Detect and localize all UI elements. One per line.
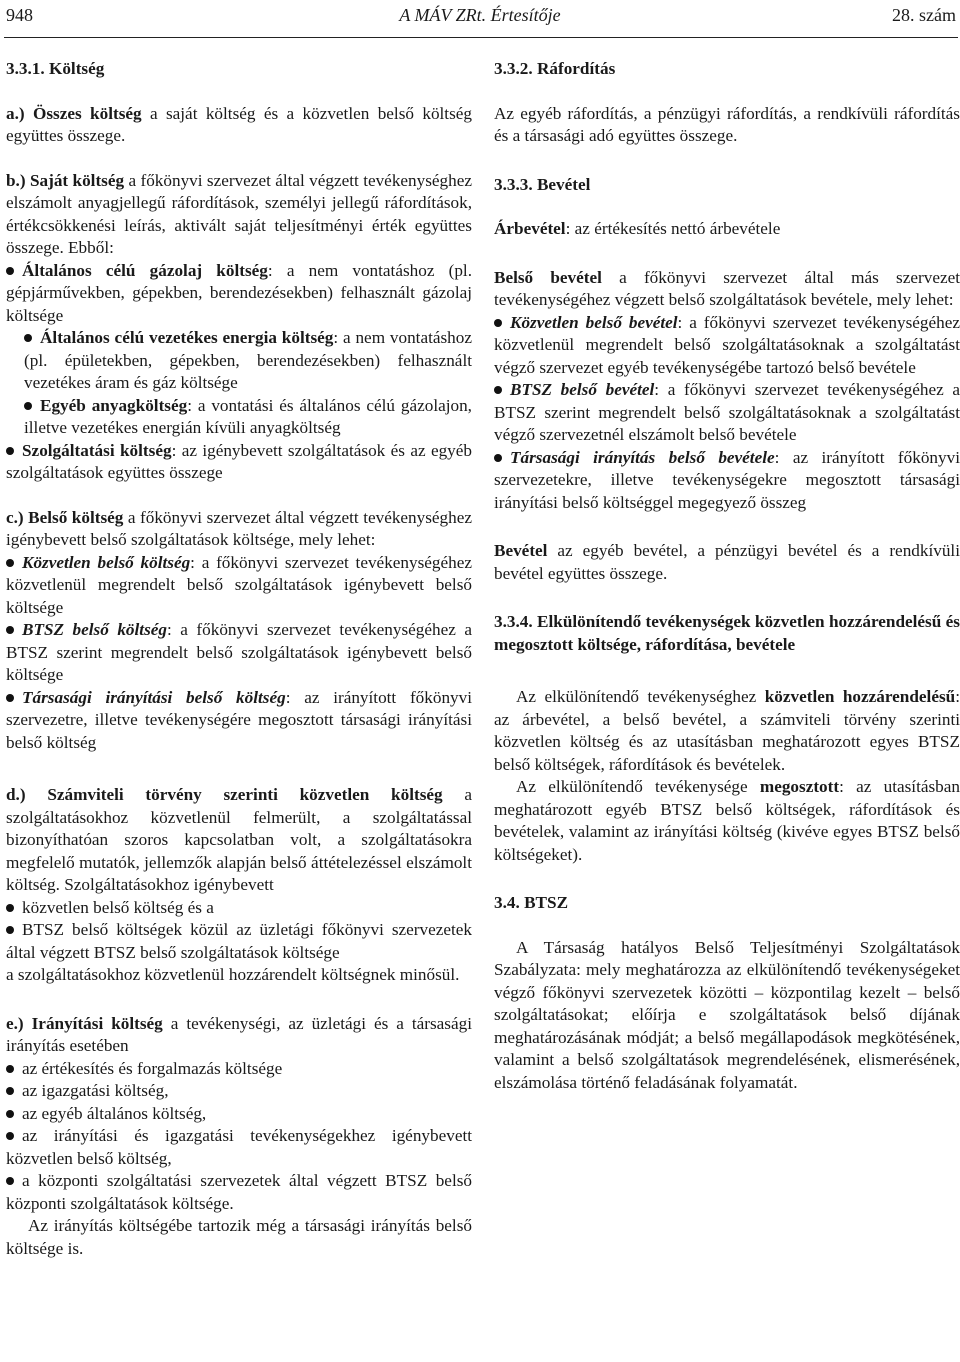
- paragraph-megosztott: [494, 776, 960, 866]
- list-item-term: Társasági irányítási belső költség: [22, 687, 286, 707]
- list-item: [6, 687, 472, 755]
- term-megosztott: megosztott: [759, 777, 840, 796]
- bullet-icon: [24, 334, 32, 342]
- issue-number: 28. szám: [892, 5, 956, 25]
- bullet-icon: [494, 319, 502, 327]
- list-item-text: : a főkönyvi szervezet tevékenységéhez közvetlenül megrendelt belső szolgáltatások igénybevett belső költsége: [6, 552, 472, 617]
- list-item-text: : a vontatási és általános célú gázolajon, illetve vezetékes energián kívüli anyagköltség: [24, 395, 472, 437]
- paragraph-raforditas: Az egyéb ráfordítás, a pénzügyi ráfordítás, a rendkívüli ráfordítás és a társasági adó együttes összege.: [494, 103, 960, 145]
- paragraph-c-text: a főkönyvi szervezet által végzett tevékenységhez igénybevett belső szolgáltatások költsége, mely lehet:: [6, 507, 472, 549]
- term-sajat-koltseg: b.) Saját költség: [6, 170, 125, 190]
- paragraph-c: [6, 507, 472, 552]
- section-heading-3-3-1: 3.3.1. Költség: [6, 59, 105, 78]
- list-item: [6, 395, 472, 440]
- bullet-icon: [6, 1065, 14, 1073]
- list-item-text: az értékesítés és forgalmazás költsége: [22, 1058, 283, 1078]
- list-item: [494, 379, 960, 447]
- term-belso-koltseg: c.) Belső költség: [6, 507, 124, 527]
- bullet-icon: [6, 267, 14, 275]
- bullet-icon: [6, 904, 14, 912]
- paragraph-kozvetlen-text: Az elkülönítendő tevékenységhez: [516, 687, 765, 706]
- list-item-term: Közvetlen belső bevétel: [510, 312, 678, 332]
- list-item-text: közvetlen belső költség és a: [22, 897, 214, 917]
- paragraph-bevetel: [494, 540, 960, 585]
- right-column: [494, 58, 960, 1094]
- list-item-term: Általános célú vezetékes energia költség: [40, 328, 334, 347]
- list-item-text: : a főkönyvi szervezet tevékenységéhez a BTSZ szerint megrendelt belső szolgáltatásoknak a szolgáltatást végző szervezetnél elszámolt belső bevétele: [494, 380, 960, 444]
- paragraph-bevetel-text: az egyéb bevétel, a pénzügyi bevétel és a rendkívüli bevétel együttes összege.: [494, 541, 960, 583]
- list-item-text: : az irányított főkönyvi szervezetekre, illetve tevékenységekre megosztott társasági irányítási belső költséggel megegyező összeg: [494, 447, 960, 512]
- list-item: [6, 897, 472, 920]
- bullet-icon: [6, 447, 14, 455]
- list-item: [6, 1170, 472, 1215]
- bullet-icon: [6, 1132, 14, 1140]
- paragraph-arbevetel: [494, 218, 960, 241]
- list-item: [6, 919, 472, 964]
- term-belso-bevetel: Belső bevétel: [494, 267, 602, 287]
- term-szamviteli-koltseg: d.) Számviteli törvény szerinti közvetlen költség: [6, 785, 443, 804]
- list-item-text: az igazgatási költség,: [22, 1081, 169, 1100]
- list-item: [6, 440, 472, 485]
- paragraph-megosztott-text-2: : az utasításban meghatározott egyéb BTSZ belső költségek, ráfordítások és bevételek, valamint az irányítási költség (kivéve egyes BTSZ belső költségeket).: [494, 777, 960, 864]
- list-item-text: az irányítási és igazgatási tevékenységekhez igénybevett közvetlen belső költség,: [6, 1126, 472, 1168]
- paragraph-megosztott-text: Az elkülönítendő tevékenysége: [516, 777, 760, 796]
- list-item-text: : az igénybevett szolgáltatások és az egyéb szolgáltatások együttes összege: [6, 440, 472, 482]
- list-item-text: : a nem vontatáshoz (pl. gépjárművekben, gépekben, berendezésekben) felhasznált gázolaj költsége: [6, 260, 473, 325]
- list-item-text: : a főkönyvi szervezet tevékenységéhez közvetlenül megrendelt belső szolgáltatásoknak a szolgáltatást végző szervezet egyéb tevékenységébe tartozó belső bevétele: [494, 312, 960, 377]
- publication-title: A MÁV ZRt. Értesítője: [399, 5, 561, 25]
- header-rule: [4, 37, 958, 38]
- list-item-text: a központi szolgáltatási szervezetek által végzett BTSZ belső központi szolgáltatások költsége.: [6, 1171, 472, 1213]
- list-item-text: : az irányított főkönyvi szervezetre, illetve tevékenységére megosztott társasági irányítási belső költség: [6, 687, 473, 752]
- bullet-icon: [24, 402, 32, 410]
- bullet-icon: [6, 1177, 14, 1185]
- page-header: [0, 0, 960, 48]
- paragraph-a: [6, 103, 472, 148]
- list-item: [6, 552, 472, 620]
- paragraph-b: [6, 170, 472, 260]
- list-item-text: az egyéb általános költség,: [22, 1103, 207, 1123]
- paragraph-arbevetel-text: : az értékesítés nettó árbevétele: [565, 219, 781, 238]
- page-number: 948: [6, 5, 33, 25]
- paragraph-d-text: a szolgáltatásokhoz közvetlenül felmerült, a szolgáltatással bizonyíthatóan szoros kapcsolatban volt, a szolgáltatásokra megfelelő mutatók, jellemzők alapján belső áttételezéssel elszámolt költség. Szolgáltatásokhoz igénybevett: [6, 785, 472, 894]
- list-item-text: BTSZ belső költségek közül az üzletági főkönyvi szervezetek által végzett BTSZ belső szolgáltatások költsége: [6, 920, 472, 962]
- section-heading-3-3-3: 3.3.3. Bevétel: [494, 174, 591, 194]
- list-item: [494, 447, 960, 515]
- list-item-text: : a főkönyvi szervezet tevékenységéhez a BTSZ szerint megrendelt belső szolgáltatások igénybevett belső költsége: [6, 620, 472, 684]
- term-kozvetlen-hozzarendelesu: közvetlen hozzárendelésű: [764, 687, 956, 706]
- list-item-term: Egyéb anyagköltség: [40, 395, 188, 415]
- list-item-term: Közvetlen belső költség: [22, 552, 191, 572]
- term-bevetel: Bevétel: [494, 541, 548, 560]
- paragraph-kozvetlen-text-2: : az árbevétel, a belső bevétel, a számviteli törvény szerinti közvetlen költség és az utasításban meghatározott egyes BTSZ belső költségek, ráfordítások és bevételek.: [494, 687, 960, 774]
- paragraph-belso-bevetel: [494, 267, 960, 312]
- bullet-icon: [6, 1110, 14, 1118]
- list-item: [6, 1058, 472, 1081]
- paragraph-d: [6, 784, 472, 897]
- bullet-icon: [494, 386, 502, 394]
- bullet-icon: [494, 454, 502, 462]
- paragraph-e: [6, 1013, 472, 1058]
- list-item-text: : a nem vontatáshoz (pl. épületekben, gépekben, berendezésekben) felhasznált vezetékes áram és gáz költsége: [24, 328, 472, 392]
- list-item-term: Általános célú gázolaj költség: [22, 260, 268, 280]
- term-iranyitasi-koltseg: e.) Irányítási költség: [6, 1013, 163, 1033]
- bullet-icon: [6, 559, 14, 567]
- bullet-icon: [6, 694, 14, 702]
- term-arbevetel: Árbevétel: [494, 219, 566, 238]
- paragraph-e-tail: Az irányítás költségébe tartozik még a társasági irányítás belső költsége is.: [6, 1216, 472, 1258]
- paragraph-btsz: A Társaság hatályos Belső Teljesítményi Szolgáltatások Szabályzata: mely meghatározza az elkülönítendő tevékenységeket végző főkönyvi szervezetek közötti – központilag kezelt – belső szolgáltatásokat; előírja e szolgáltatások belső díjának meghatározásának módját; a belső megállapodások megkötésének, valamint a belső szolgáltatások megrendelésének, elismerésének, elszámolása történő feladásának folyamatát.: [494, 937, 960, 1092]
- bullet-icon: [6, 1087, 14, 1095]
- section-heading-3-4: 3.4. BTSZ: [494, 893, 569, 912]
- list-item: [494, 312, 960, 380]
- list-item-term: Társasági irányítás belső bevétele: [510, 447, 775, 467]
- paragraph-e-text: a tevékenységi, az üzletági és a társasági irányítás esetében: [6, 1013, 472, 1055]
- term-osszes-koltseg: a.) Összes költség: [6, 103, 142, 123]
- section-heading-3-3-4: 3.3.4. Elkülönítendő tevékenységek közvetlen hozzárendelésű és megosztott költsége, ráfordítása, bevétele: [494, 612, 960, 654]
- paragraph-b-text: a főkönyvi szervezet által végzett tevékenységhez elszámolt anyagjellegű ráfordítások, személyi jellegű ráfordítások, értékcsökkenési leírás, aktivált saját teljesítményi érték együttes összege. Ebből:: [6, 170, 472, 257]
- list-item-term: Szolgáltatási költség: [22, 440, 172, 460]
- paragraph-kozvetlen: [494, 686, 960, 776]
- paragraph-belso-bevetel-text: a főkönyvi szervezet által más szervezet tevékenységéhez végzett belső szolgáltatások bevétele, mely lehet:: [494, 267, 960, 309]
- paragraph-d-tail: a szolgáltatásokhoz közvetlenül hozzárendelt költségnek minősül.: [6, 965, 460, 984]
- list-item-term: BTSZ belső bevétel: [510, 380, 655, 399]
- list-item-term: BTSZ belső költség: [22, 620, 167, 639]
- list-item: [6, 327, 472, 395]
- list-item: [6, 260, 472, 328]
- list-item: [6, 619, 472, 687]
- list-item: [6, 1103, 472, 1126]
- list-item: [6, 1080, 472, 1103]
- bullet-icon: [6, 926, 14, 934]
- left-column: [6, 58, 472, 1260]
- paragraph-a-text: a saját költség és a közvetlen belső költség együttes összege.: [6, 103, 472, 145]
- section-heading-3-3-2: 3.3.2. Ráfordítás: [494, 59, 616, 78]
- bullet-icon: [6, 626, 14, 634]
- list-item: [6, 1125, 472, 1170]
